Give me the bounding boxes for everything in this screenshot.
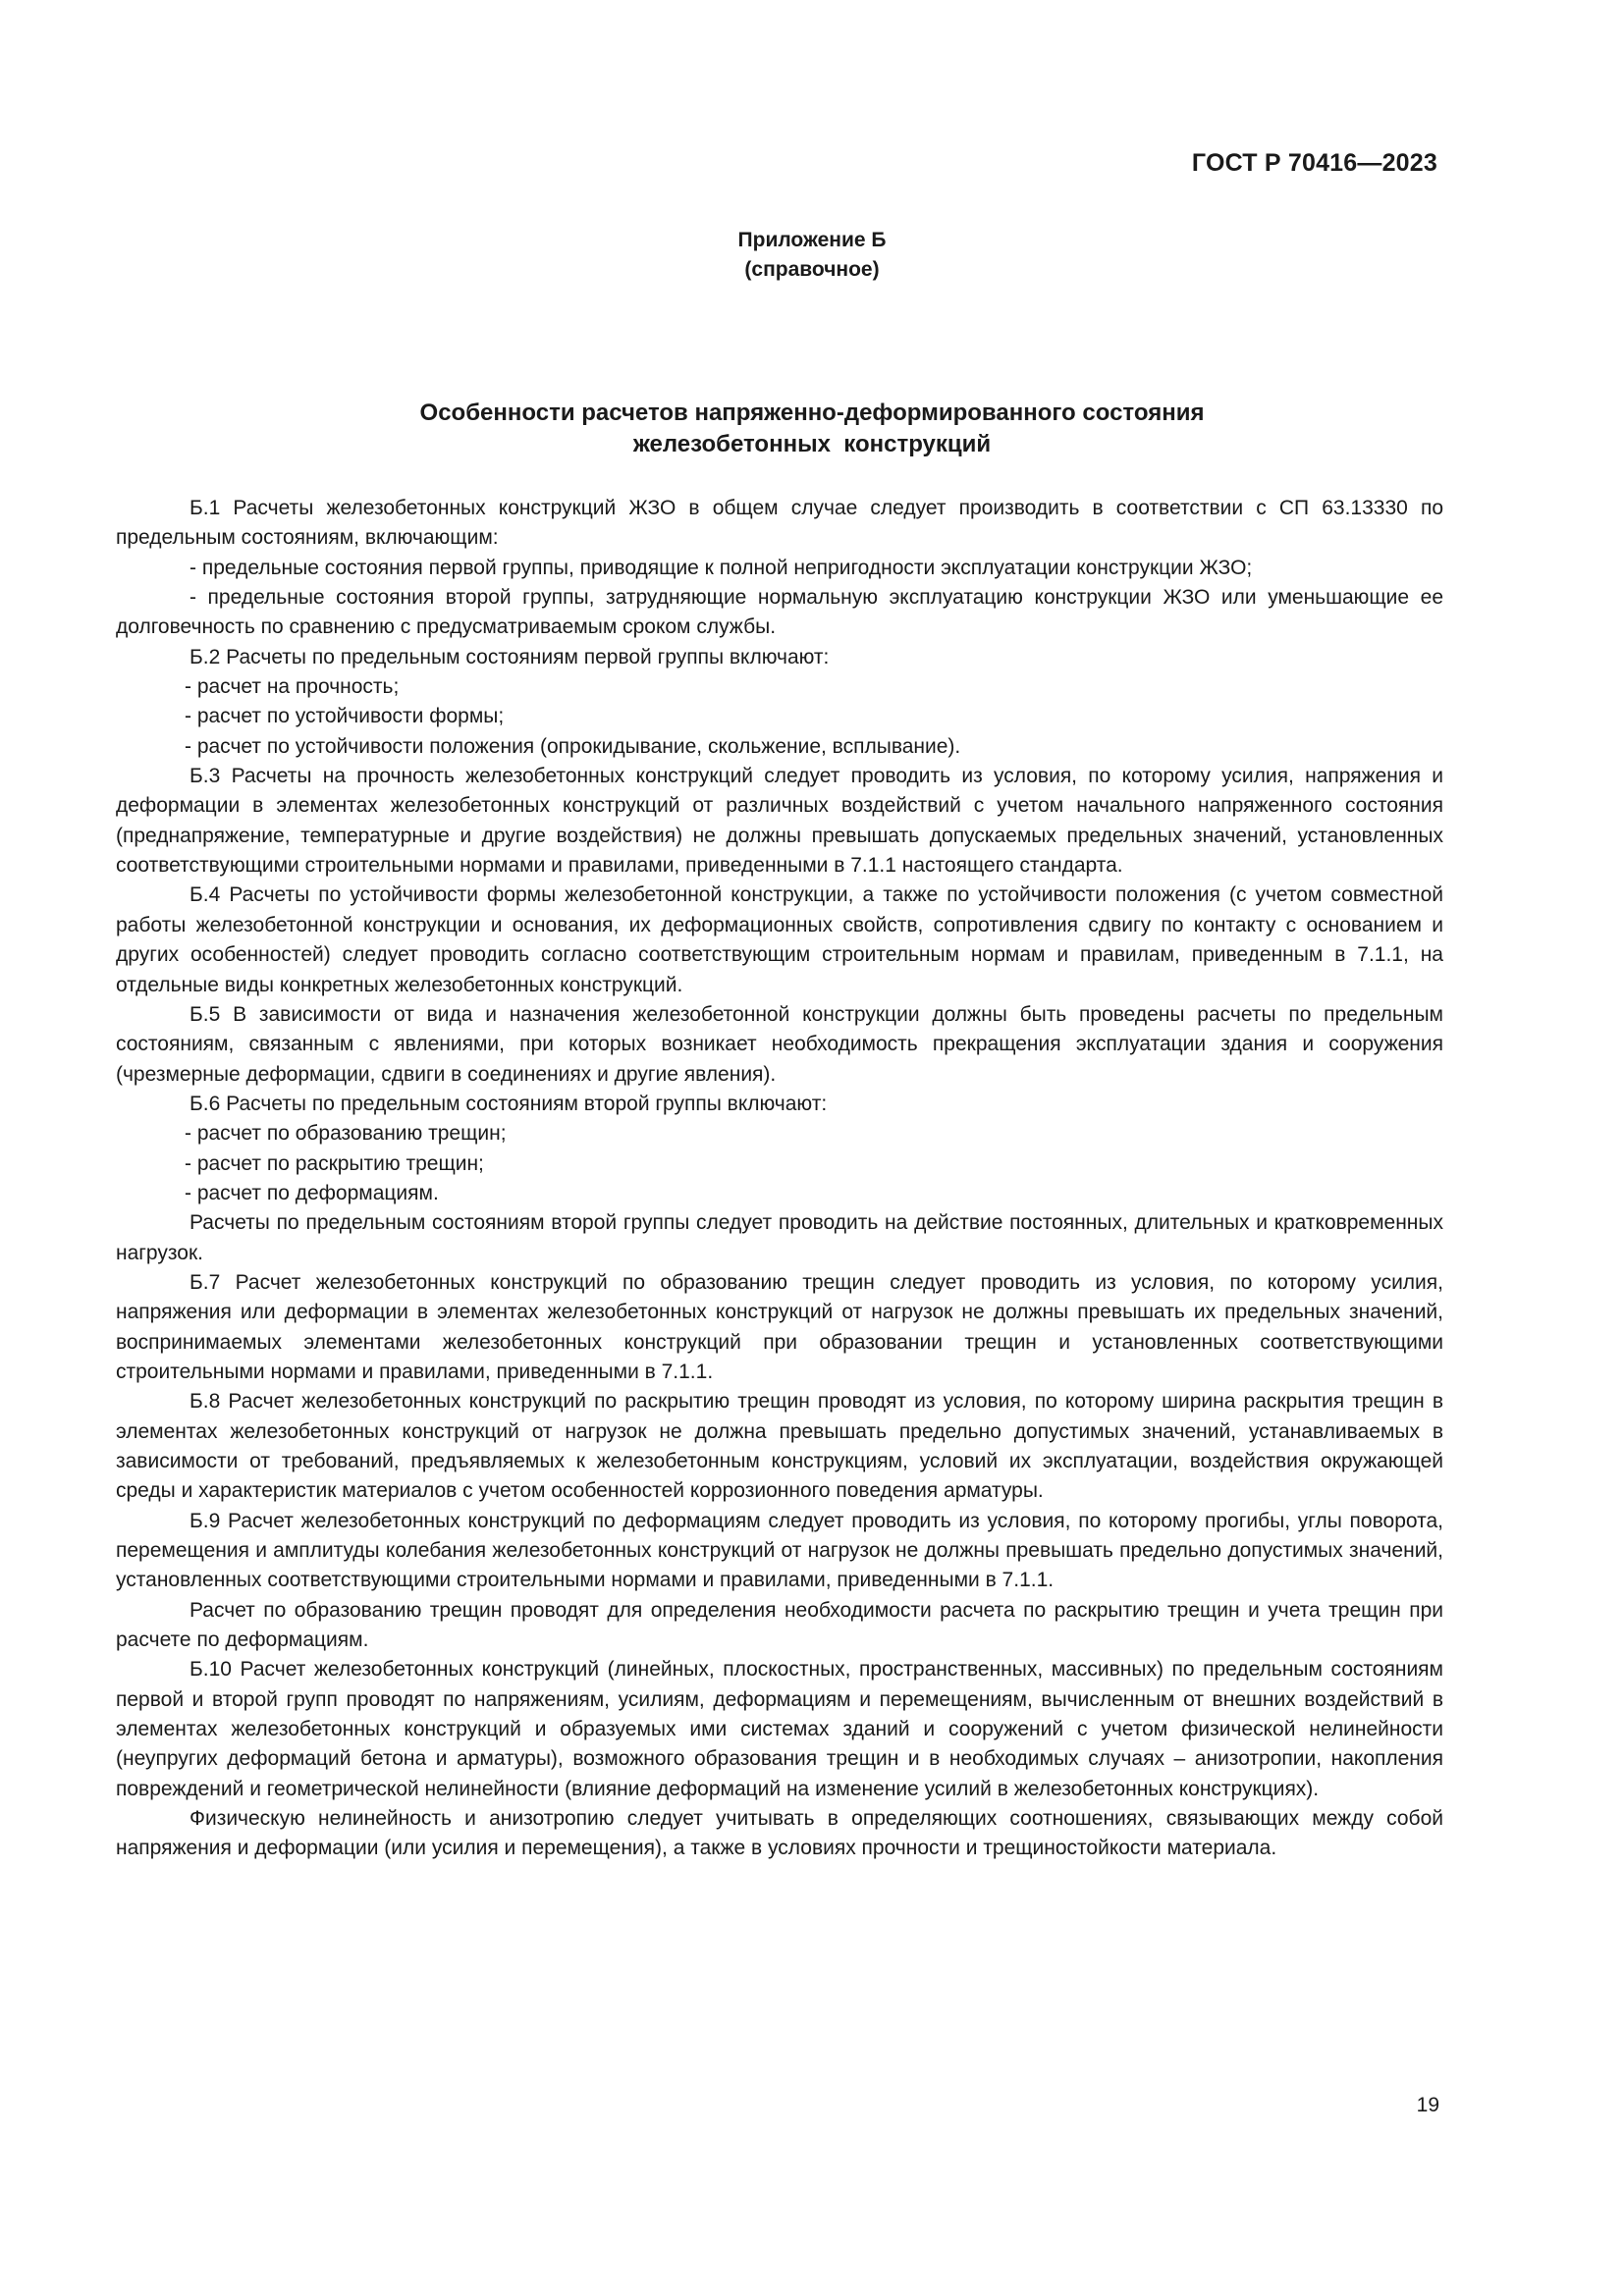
paragraph-b2: Б.2 Расчеты по предельным состояниям первой группы включают: [189, 645, 830, 668]
paragraph-b9: Б.9 Расчет железобетонных конструкций по деформациям следует проводить из условия, по которому прогибы, углы поворота, перемещения и амплитуды колебания железобетонных конструкций от нагрузок не должны превышать предельно допустимых значений, установленных соответствующими строительными нормами и правилами, приведенными в 7.1.1. [116, 1509, 1443, 1592]
page-number: 19 [1416, 2094, 1439, 2116]
list-item: - расчет по деформациям. [185, 1181, 439, 1204]
paragraph: Расчеты по предельным состояниям второй группы следует проводить на действие постоянных, длительных и кратковременных нагрузок. [116, 1211, 1443, 1264]
list-item: - расчет по раскрытию трещин; [185, 1151, 484, 1175]
paragraph: Физическую нелинейность и анизотропию следует учитывать в определяющих соотношениях, связывающих между собой напряжения и деформации (или усилия и перемещения), а также в условиях прочности и трещиностойкости материала. [116, 1807, 1443, 1860]
list-item: - расчет по устойчивости положения (опрокидывание, скольжение, всплывание). [185, 734, 961, 758]
paragraph-b4: Б.4 Расчеты по устойчивости формы железобетонной конструкции, а также по устойчивости положения (с учетом совместной работы железобетонной конструкции и основания, их деформационных свойств, сопротивления сдвигу по контакту с основанием и других особенностей) следует проводить согласно соответствующим строительным нормам и правилам, приведенным в 7.1.1, на отдельные виды конкретных железобетонных конструкций. [116, 883, 1443, 996]
list-item: - расчет на прочность; [185, 675, 400, 699]
paragraph-b10: Б.10 Расчет железобетонных конструкций (линейных, плоскостных, пространственных, массивных) по предельным состояниям первой и второй групп проводят по напряжениям, усилиям, деформациям и перемещениям, вычисленным от внешних воздействий в элементах железобетонных конструкций и образуемых ими системах зданий и сооружений с учетом физической нелинейности (неупругих деформаций бетона и арматуры), возможного образования трещин и в необходимых случаях – анизотропии, накопления повреждений и геометрической нелинейности (влияние деформаций на изменение усилий в железобетонных конструкциях). [116, 1658, 1443, 1800]
appendix-heading [0, 226, 1624, 285]
list-item: - предельные состояния второй группы, затрудняющие нормальную эксплуатацию конструкции ЖЗО или уменьшающие ее долговечность по сравнению с предусматриваемым сроком службы. [116, 586, 1443, 639]
list-item: - предельные состояния первой группы, приводящие к полной непригодности эксплуатации конструкции ЖЗО; [189, 556, 1253, 579]
document-body [116, 494, 1443, 1864]
paragraph-b5: Б.5 В зависимости от вида и назначения железобетонной конструкции должны быть проведены расчеты по предельным состояниям, связанным с явлениями, при которых возникает необходимость прекращения эксплуатации здания и сооружения (чрезмерные деформации, сдвиги в соединениях и другие явления). [116, 1002, 1443, 1086]
paragraph-b3: Б.3 Расчеты на прочность железобетонных конструкций следует проводить из условия, по которому усилия, напряжения и деформации в элементах железобетонных конструкций от различных воздействий с учетом начального напряженного состояния (преднапряжение, температурные и другие воздействия) не должны превышать допускаемых предельных значений, установленных соответствующими строительными нормами и правилами, приведенными в 7.1.1 настоящего стандарта. [116, 765, 1443, 878]
document-code: ГОСТ Р 70416—2023 [1191, 149, 1437, 177]
section-title-line-1: Особенности расчетов напряженно-деформированного состояния [419, 400, 1205, 426]
paragraph-b8: Б.8 Расчет железобетонных конструкций по раскрытию трещин проводят из условия, по которому ширина раскрытия трещин в элементах железобетонных конструкций от нагрузок не должна превышать предельно допустимых значений, устанавливаемых в зависимости от требований, предъявляемых к железобетонным конструкциям, условий их эксплуатации, воздействия окружающей среды и характеристик материалов с учетом особенностей коррозионного поведения арматуры. [116, 1390, 1443, 1503]
section-title [0, 398, 1624, 460]
appendix-type: (справочное) [744, 258, 880, 281]
paragraph-b7: Б.7 Расчет железобетонных конструкций по образованию трещин следует проводить из условия, по которому усилия, напряжения или деформации в элементах железобетонных конструкций от нагрузок не должны превышать их предельных значений, воспринимаемых элементами железобетонных конструкций при образовании трещин и установленных соответствующими строительными нормами и правилами, приведенными в 7.1.1. [116, 1270, 1443, 1383]
paragraph: Расчет по образованию трещин проводят для определения необходимости расчета по раскрытию трещин и учета трещин при расчете по деформациям. [116, 1598, 1443, 1652]
list-item: - расчет по устойчивости формы; [185, 705, 505, 728]
appendix-label: Приложение Б [737, 229, 887, 251]
list-item: - расчет по образованию трещин; [185, 1122, 507, 1146]
paragraph-b6: Б.6 Расчеты по предельным состояниям второй группы включают: [189, 1092, 828, 1115]
paragraph-b1: Б.1 Расчеты железобетонных конструкций ЖЗО в общем случае следует производить в соответствии с СП 63.13330 по предельным состояниям, включающим: [116, 497, 1443, 550]
section-title-line-2: железобетонных конструкций [632, 431, 992, 457]
